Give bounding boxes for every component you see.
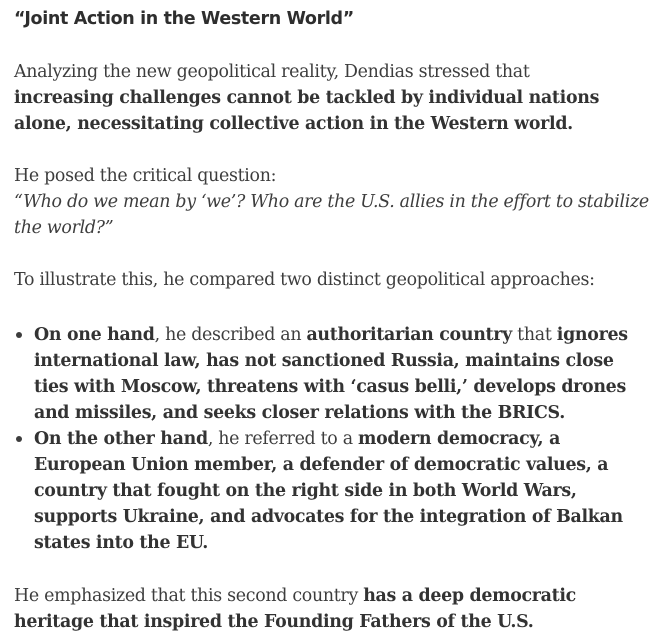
list-item-text: that [511,325,557,345]
paragraph-question [14,163,652,241]
paragraph-question-lead: He posed the critical question: [14,166,277,186]
list-item-emphasis: ignores international law, has not sanctioned Russia, maintains close ties with Moscow, threatens with ‘casus belli,’ develops drones and missiles, and seeks closer relations with the BRICS. [34,325,628,423]
bullet-icon [16,436,22,442]
list-item-emphasis: modern democracy, a European Union member, a defender of democratic values, a country that fought on the right side in both World Wars, supports Ukraine, and advocates for the integration of Balkan states into the EU. [34,429,623,553]
list-item-lead: On the other hand [34,429,208,449]
comparison-list [14,322,652,556]
list-item-lead: On one hand [34,325,155,345]
list-item [14,322,652,426]
list-item [14,426,652,556]
paragraph-heritage-lead: He emphasized that this second country [14,586,364,606]
list-item-text: , he described an [154,325,307,345]
list-item-emphasis: authoritarian country [306,325,512,345]
paragraph-analysis-emphasis: increasing challenges cannot be tackled by individual nations alone, necessitating collective action in the Western world. [14,88,600,134]
bullet-icon [16,332,22,338]
list-item-text: , he referred to a [207,429,358,449]
paragraph-analysis [14,59,652,137]
question-quote: “Who do we mean by ‘we’? Who are the U.S. allies in the effort to stabilize the world?” [14,192,649,238]
paragraph-analysis-lead: Analyzing the new geopolitical reality, Dendias stressed that [14,62,530,82]
paragraph-heritage-emphasis: has a deep democratic heritage that inspired the Founding Fathers of the U.S. [14,586,576,632]
paragraph-heritage [14,583,652,635]
section-heading: “Joint Action in the Western World” [14,9,354,29]
paragraph-comparison-intro: To illustrate this, he compared two distinct geopolitical approaches: [14,270,595,290]
